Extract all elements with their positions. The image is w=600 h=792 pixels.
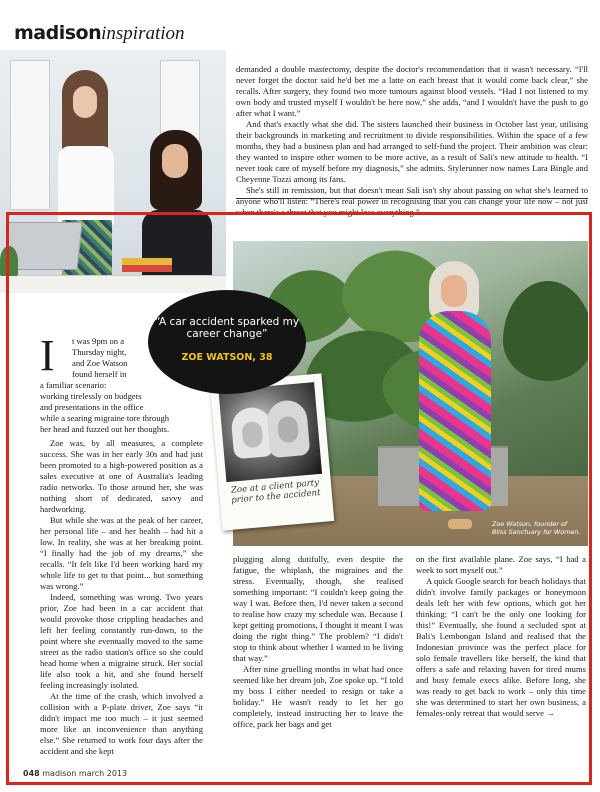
body-paragraph: plugging along dutifully, even despite the fatigue, the whiplash, the migraines and the stress. Eventually, though, she realised something important: “I couldn't keep going the way I was. Before then, I'd never taken a second to realise how crazy my schedule was. Because I kept getting promotions, I thought it meant I was doing the right thing.” The problem? “I didn't stop to think about whether I wanted to be living that way.”: [233, 554, 403, 663]
intro-line: working tirelessly on budgets: [40, 391, 142, 401]
photo-caption: Zoe Watson, founder of Bliss Sanctuary for Women.: [492, 520, 581, 536]
issue-label: madison march 2013: [42, 769, 128, 778]
pull-quote-badge: [148, 290, 306, 394]
body-paragraph: But while she was at the peak of her career, her personal life – and her health – had hit a low. In reality, she was at her breaking point. “I finally had the job of my dreams,” she recalls. “It felt like I'd been working hard my whole life to get to that point... but something was wrong.”: [40, 515, 203, 591]
brand-name: madison: [14, 22, 102, 44]
section-header: [14, 22, 185, 45]
body-paragraph: After nine gruelling months in what had once seemed like her dream job, Zoe spoke up. “I told my boss I either needed to resign or take a holiday.” He wasn't ready to let her go completely, instead instructing her to leave the office, pack her bags and get: [233, 664, 403, 729]
intro-line: a familiar scenario:: [40, 380, 107, 390]
top-paragraph: demanded a double mastectomy, despite the doctor's recommendation that it wasn't necessary. “I'll never forget the doctor said he'd bet me a latte on each breast that it would come back clear,” she recalls. After surgery, they found two more tumours against blood vessels. “Had I not listened to my own body and trusted myself I wouldn't be here now,” she adds, “and I wouldn't have the push to go after what I want.”: [236, 64, 588, 118]
body-paragraph: Zoe was, by all measures, a complete success. She was in her early 30s and had just been promoted to a high-powered position as a sales executive at one of Australia's leading radio networks. To those around her, she was nothing short of dedicated, savvy and hardworking.: [40, 438, 203, 514]
drop-cap: I: [40, 331, 55, 380]
divider: [236, 198, 588, 199]
intro-line: while a searing migraine tore through: [40, 413, 170, 423]
body-paragraph: At the time of the crash, which involved a collision with a P-plate driver, Zoe says “it didn't impact me too much – it just seemed more like an inconvenience than anything else.” She returned to work four days after the accident and she kept: [40, 691, 203, 756]
section-name: inspiration: [101, 23, 185, 44]
party-photo: [218, 382, 322, 482]
article-column-2: [233, 554, 403, 730]
page-number: 048: [23, 769, 40, 778]
article-column-1: [40, 438, 203, 757]
pull-quote: “A car accident sparked my career change”: [154, 316, 300, 340]
polaroid-photo: [210, 373, 334, 530]
intro-line: her head and fuzzed out her thoughts.: [40, 424, 170, 434]
intro-line: and Zoe Watson: [72, 358, 128, 368]
intro-line: Thursday night,: [72, 347, 127, 357]
page-footer: [23, 769, 127, 778]
body-paragraph: A quick Google search for beach holidays that didn't involve family packages or honeymoon deals left her with few options, which got her thinking: “I can't be the only one looking for this!” Eventually, she found a secluded spot at Bali's Lembongan Island and realised that the Indonesian province was the perfect place for solo female travellers like herself, the kind that offers a safe and relaxing haven for tired mums and busy female execs alike. Before long, she was ready to get back to work – only this time she was determined to start her own business, a females-only retreat that would serve →: [416, 576, 586, 718]
intro-line: t was 9pm on a: [72, 336, 125, 346]
intro-line: found herself in: [72, 369, 127, 379]
body-paragraph: Indeed, something was wrong. Two years prior, Zoe had been in a car accident that would provoke those crippling headaches and left her feeling constantly run-down, to the point where she eventually moved to the same street as the radio station's office so she could head home when a migraine struck. Her social life also took a hit, and she found herself feeling increasingly isolated.: [40, 592, 203, 690]
body-paragraph: on the first available plane. Zoe says, “I had a week to sort myself out.”: [416, 554, 586, 575]
polaroid-caption: Zoe at a client party prior to the accident: [230, 478, 321, 506]
intro-line: and presentations in the office: [40, 402, 144, 412]
top-paragraph: And that's exactly what she did. The sisters launched their business in October last year, utilising their backgrounds in marketing and recruitment to divide responsibilities. Within the space of a few months, they had a business plan and had arranged to self-fund the project. Their ambition was clear: they wanted to inspire other women to be more active, as a result of Sali's new attitude to health. “I never took care of myself before my diagnosis,” she admits. Stylerunner now names Lara Bingle and Cheyenne Tozzi among its fans.: [236, 119, 588, 184]
top-paragraph: She's still in remission, but that doesn't mean Sali isn't shy about passing on what she's learned to anyone who'll listen: “There's real power in recognising that you can change your life now – not just when there's a threat that you might lose everything.”: [236, 185, 588, 217]
pull-quote-name: ZOE WATSON, 38: [181, 352, 273, 363]
article-column-3: [416, 554, 586, 719]
top-article-text: [236, 64, 588, 218]
